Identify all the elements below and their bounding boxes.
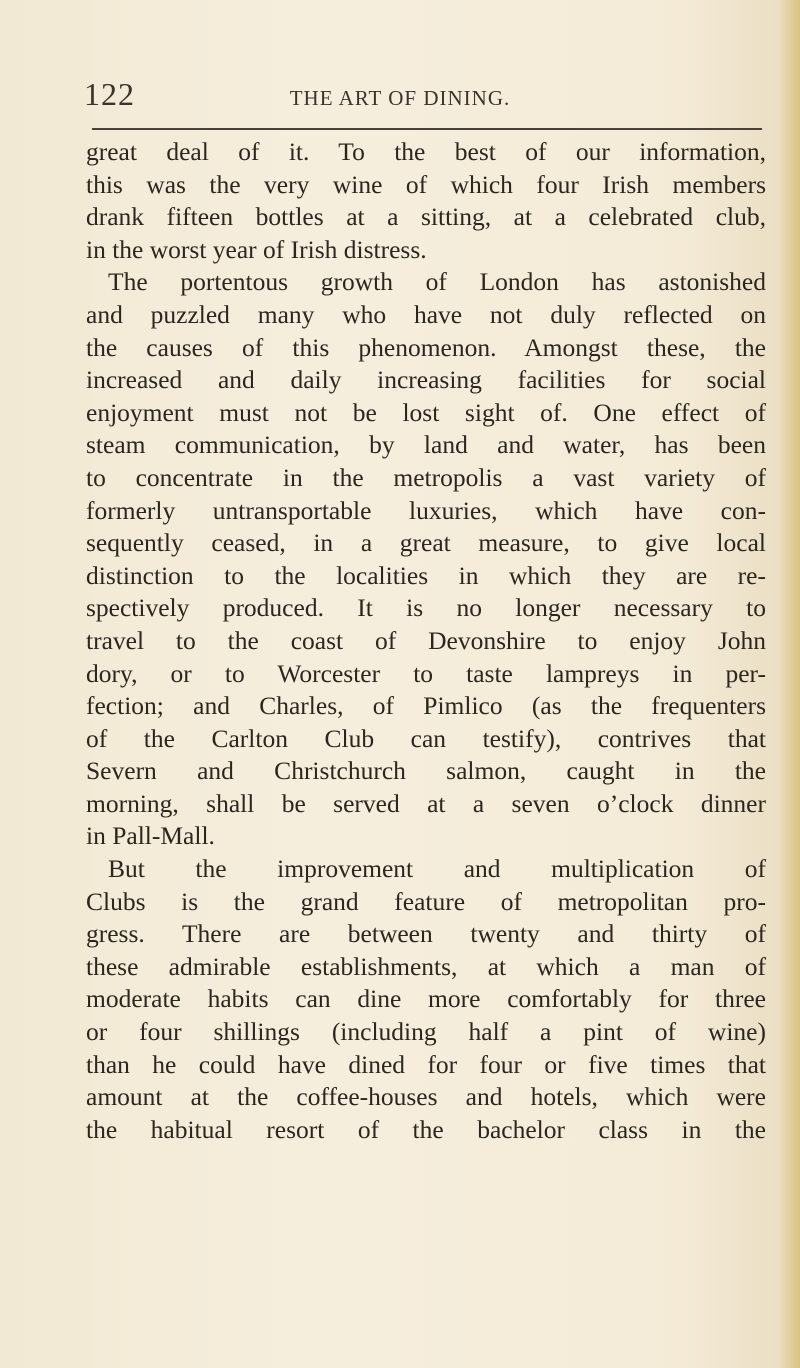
text-line: in Pall-Mall. [86,821,215,851]
text-line: and puzzled many who have not duly reflected on [86,299,766,329]
text-line: dory, or to Worcester to taste lampreys in per- [86,658,766,688]
text-line: amount at the coffee-houses and hotels, which were [86,1082,766,1112]
text-line: to concentrate in the metropolis a vast variety of [86,462,766,492]
text-line: Severn and Christchurch salmon, caught in the [86,756,766,786]
text-line: sequently ceased, in a great measure, to give local [86,528,766,558]
text-line: Clubs is the grand feature of metropolitan pro- [86,886,766,916]
text-line: than he could have dined for four or five times that [86,1049,766,1079]
text-line: distinction to the localities in which they are re- [86,560,766,590]
text-line: The portentous growth of London has astonished [108,267,766,297]
header-rule [92,128,762,130]
text-line: great deal of it. To the best of our information, [86,137,766,166]
text-line: the habitual resort of the bachelor class in the [86,1114,766,1144]
body-text [86,136,766,1146]
text-line: formerly untransportable luxuries, which have con- [86,495,766,525]
running-head: THE ART OF DINING. [289,86,511,110]
text-line: of the Carlton Club can testify), contrives that [86,723,766,753]
page-edge-shadow [778,0,800,1368]
text-line: enjoyment must not be lost sight of. One effect of [86,397,766,427]
text-line: But the improvement and multiplication of [108,854,766,884]
text-line: or four shillings (including half a pint of wine) [86,1017,766,1047]
text-line: steam communication, by land and water, has been [86,430,766,460]
page-number: 122 [84,76,135,112]
text-line: spectively produced. It is no longer necessary to [86,593,766,623]
text-line: increased and daily increasing facilities for social [86,365,766,395]
text-line: this was the very wine of which four Irish members [86,169,766,199]
text-line: moderate habits can dine more comfortably for three [86,984,766,1014]
text-line: in the worst year of Irish distress. [86,234,427,264]
text-line: travel to the coast of Devonshire to enjoy John [86,625,766,655]
text-line: the causes of this phenomenon. Amongst these, the [86,332,766,362]
text-line: these admirable establishments, at which a man of [86,951,766,981]
text-line: morning, shall be served at a seven o’clock dinner [86,788,766,818]
text-line: drank fifteen bottles at a sitting, at a celebrated club, [86,202,766,232]
text-line: fection; and Charles, of Pimlico (as the frequenters [86,691,766,721]
text-line: gress. There are between twenty and thirty of [86,919,766,949]
